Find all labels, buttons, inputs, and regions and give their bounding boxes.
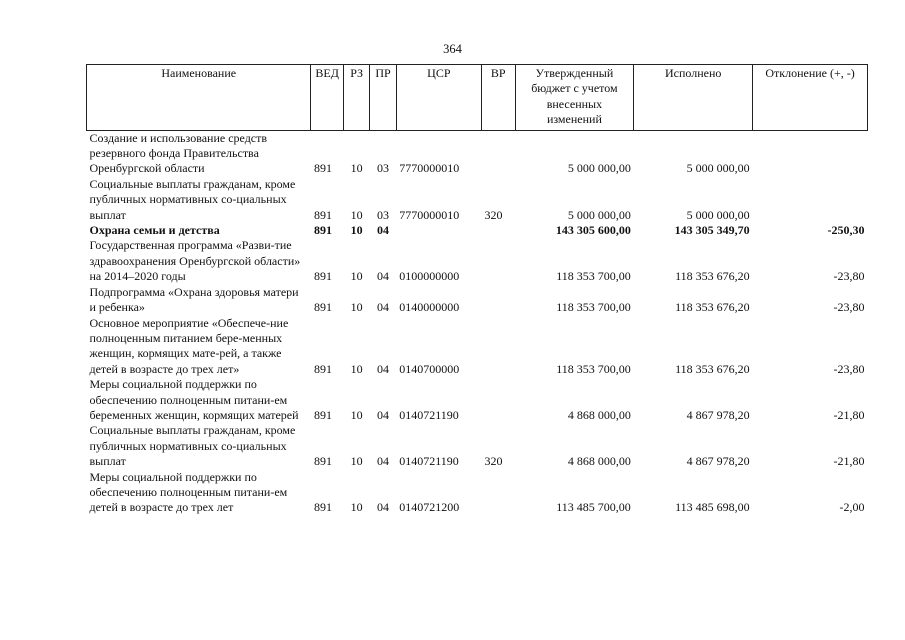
row-approved: 143 305 600,00 — [555, 223, 631, 238]
row-name: Охрана семьи и детства — [89, 223, 220, 238]
row-rz: 10 — [350, 361, 363, 376]
row-pr: 03 — [377, 161, 389, 176]
row-ved: 891 — [313, 223, 332, 238]
row-deviation: -21,80 — [833, 407, 865, 422]
row-csr: 0140700000 — [399, 361, 460, 376]
row-ved: 891 — [313, 361, 332, 376]
row-deviation: -23,80 — [833, 361, 865, 376]
row-csr: 7770000010 — [399, 161, 460, 176]
header-approved: Утвержденный бюджет с учетом внесенных изменений — [515, 65, 634, 131]
row-rz: 10 — [350, 207, 363, 222]
table-body — [87, 130, 868, 516]
row-approved: 118 353 700,00 — [556, 269, 631, 284]
row-pr: 03 — [377, 207, 389, 222]
table-row — [87, 423, 868, 469]
row-ved: 891 — [313, 500, 332, 515]
row-ved: 891 — [313, 269, 332, 284]
budget-table — [86, 64, 868, 516]
row-rz: 10 — [350, 223, 363, 238]
row-executed: 5 000 000,00 — [686, 207, 750, 222]
row-vr — [482, 285, 516, 316]
row-executed: 118 353 676,20 — [675, 300, 750, 315]
row-executed: 5 000 000,00 — [686, 161, 750, 176]
row-csr: 7770000010 — [399, 207, 460, 222]
row-name: Подпрограмма «Охрана здоровья матери и ребенка» — [89, 284, 299, 315]
row-approved: 4 868 000,00 — [567, 407, 631, 422]
table-header-row — [87, 65, 868, 131]
row-vr: 320 — [484, 207, 503, 222]
header-ved: ВЕД — [311, 65, 343, 131]
row-deviation — [753, 130, 868, 177]
row-approved: 4 868 000,00 — [567, 454, 631, 469]
row-vr — [482, 377, 516, 423]
row-name: Основное мероприятие «Обеспече-ние полноценным питанием бере-менных женщин, кормящих мате-рей, а также детей в возрасте до трех лет» — [89, 315, 289, 376]
row-csr: 0100000000 — [399, 269, 460, 284]
row-rz: 10 — [350, 161, 363, 176]
row-name: Социальные выплаты гражданам, кроме публичных нормативных со-циальных выплат — [89, 423, 296, 469]
row-approved: 5 000 000,00 — [567, 161, 631, 176]
row-pr: 04 — [377, 361, 389, 376]
table-row — [87, 285, 868, 316]
row-approved: 118 353 700,00 — [556, 300, 631, 315]
header-csr: ЦСР — [396, 65, 481, 131]
row-vr — [482, 470, 516, 516]
header-vr: ВР — [482, 65, 516, 131]
row-pr: 04 — [377, 407, 389, 422]
row-pr: 04 — [377, 223, 389, 238]
header-name: Наименование — [87, 65, 311, 131]
table-row — [87, 130, 868, 177]
row-deviation: -23,80 — [833, 269, 865, 284]
row-executed: 113 485 698,00 — [675, 500, 750, 515]
table-row — [87, 377, 868, 423]
row-pr: 04 — [377, 269, 389, 284]
row-ved: 891 — [313, 161, 332, 176]
header-pr: ПР — [370, 65, 396, 131]
row-approved: 118 353 700,00 — [556, 361, 631, 376]
row-csr: 0140721200 — [399, 500, 460, 515]
row-executed: 4 867 978,20 — [686, 454, 750, 469]
row-rz: 10 — [350, 300, 363, 315]
header-deviation: Отклонение (+, -) — [753, 65, 868, 131]
row-ved: 891 — [313, 207, 332, 222]
row-executed: 118 353 676,20 — [675, 269, 750, 284]
row-deviation: -23,80 — [833, 300, 865, 315]
row-approved: 113 485 700,00 — [556, 500, 631, 515]
row-executed: 143 305 349,70 — [674, 223, 750, 238]
table-row — [87, 470, 868, 516]
row-vr — [482, 238, 516, 284]
row-rz: 10 — [350, 269, 363, 284]
table-row — [87, 238, 868, 284]
table-row — [87, 177, 868, 223]
row-ved: 891 — [313, 407, 332, 422]
row-deviation — [753, 177, 868, 223]
row-executed: 118 353 676,20 — [675, 361, 750, 376]
row-name: Создание и использование средств резервного фонда Правительства Оренбургской области — [89, 130, 268, 176]
row-vr — [482, 223, 516, 238]
page-number: 364 — [443, 42, 462, 56]
row-csr — [396, 223, 481, 238]
row-csr: 0140721190 — [399, 454, 459, 469]
row-pr: 04 — [377, 454, 389, 469]
row-name: Государственная программа «Разви-тие здравоохранения Оренбургской области» на 2014–2020 годы — [89, 238, 301, 284]
row-pr: 04 — [377, 300, 389, 315]
header-rz: РЗ — [343, 65, 369, 131]
row-deviation: -250,30 — [827, 223, 865, 238]
row-csr: 0140000000 — [399, 300, 460, 315]
row-rz: 10 — [350, 454, 363, 469]
row-executed: 4 867 978,20 — [686, 407, 750, 422]
row-vr — [482, 316, 516, 378]
row-rz: 10 — [350, 407, 363, 422]
header-executed: Исполнено — [634, 65, 753, 131]
row-ved: 891 — [313, 454, 332, 469]
row-approved: 5 000 000,00 — [567, 207, 631, 222]
row-csr: 0140721190 — [399, 407, 459, 422]
row-name: Социальные выплаты гражданам, кроме публичных нормативных со-циальных выплат — [89, 176, 296, 222]
row-ved: 891 — [313, 300, 332, 315]
row-vr — [482, 130, 516, 177]
row-pr: 04 — [377, 500, 389, 515]
row-rz: 10 — [350, 500, 363, 515]
table-row — [87, 223, 868, 238]
row-vr: 320 — [484, 454, 503, 469]
row-deviation: -2,00 — [839, 500, 865, 515]
row-name: Меры социальной поддержки по обеспечению полноценным питани-ем детей в возрасте до трех лет — [89, 469, 288, 515]
row-name: Меры социальной поддержки по обеспечению полноценным питани-ем беременных женщин, кормящих матерей — [89, 377, 299, 422]
table-row — [87, 316, 868, 378]
row-deviation: -21,80 — [833, 454, 865, 469]
